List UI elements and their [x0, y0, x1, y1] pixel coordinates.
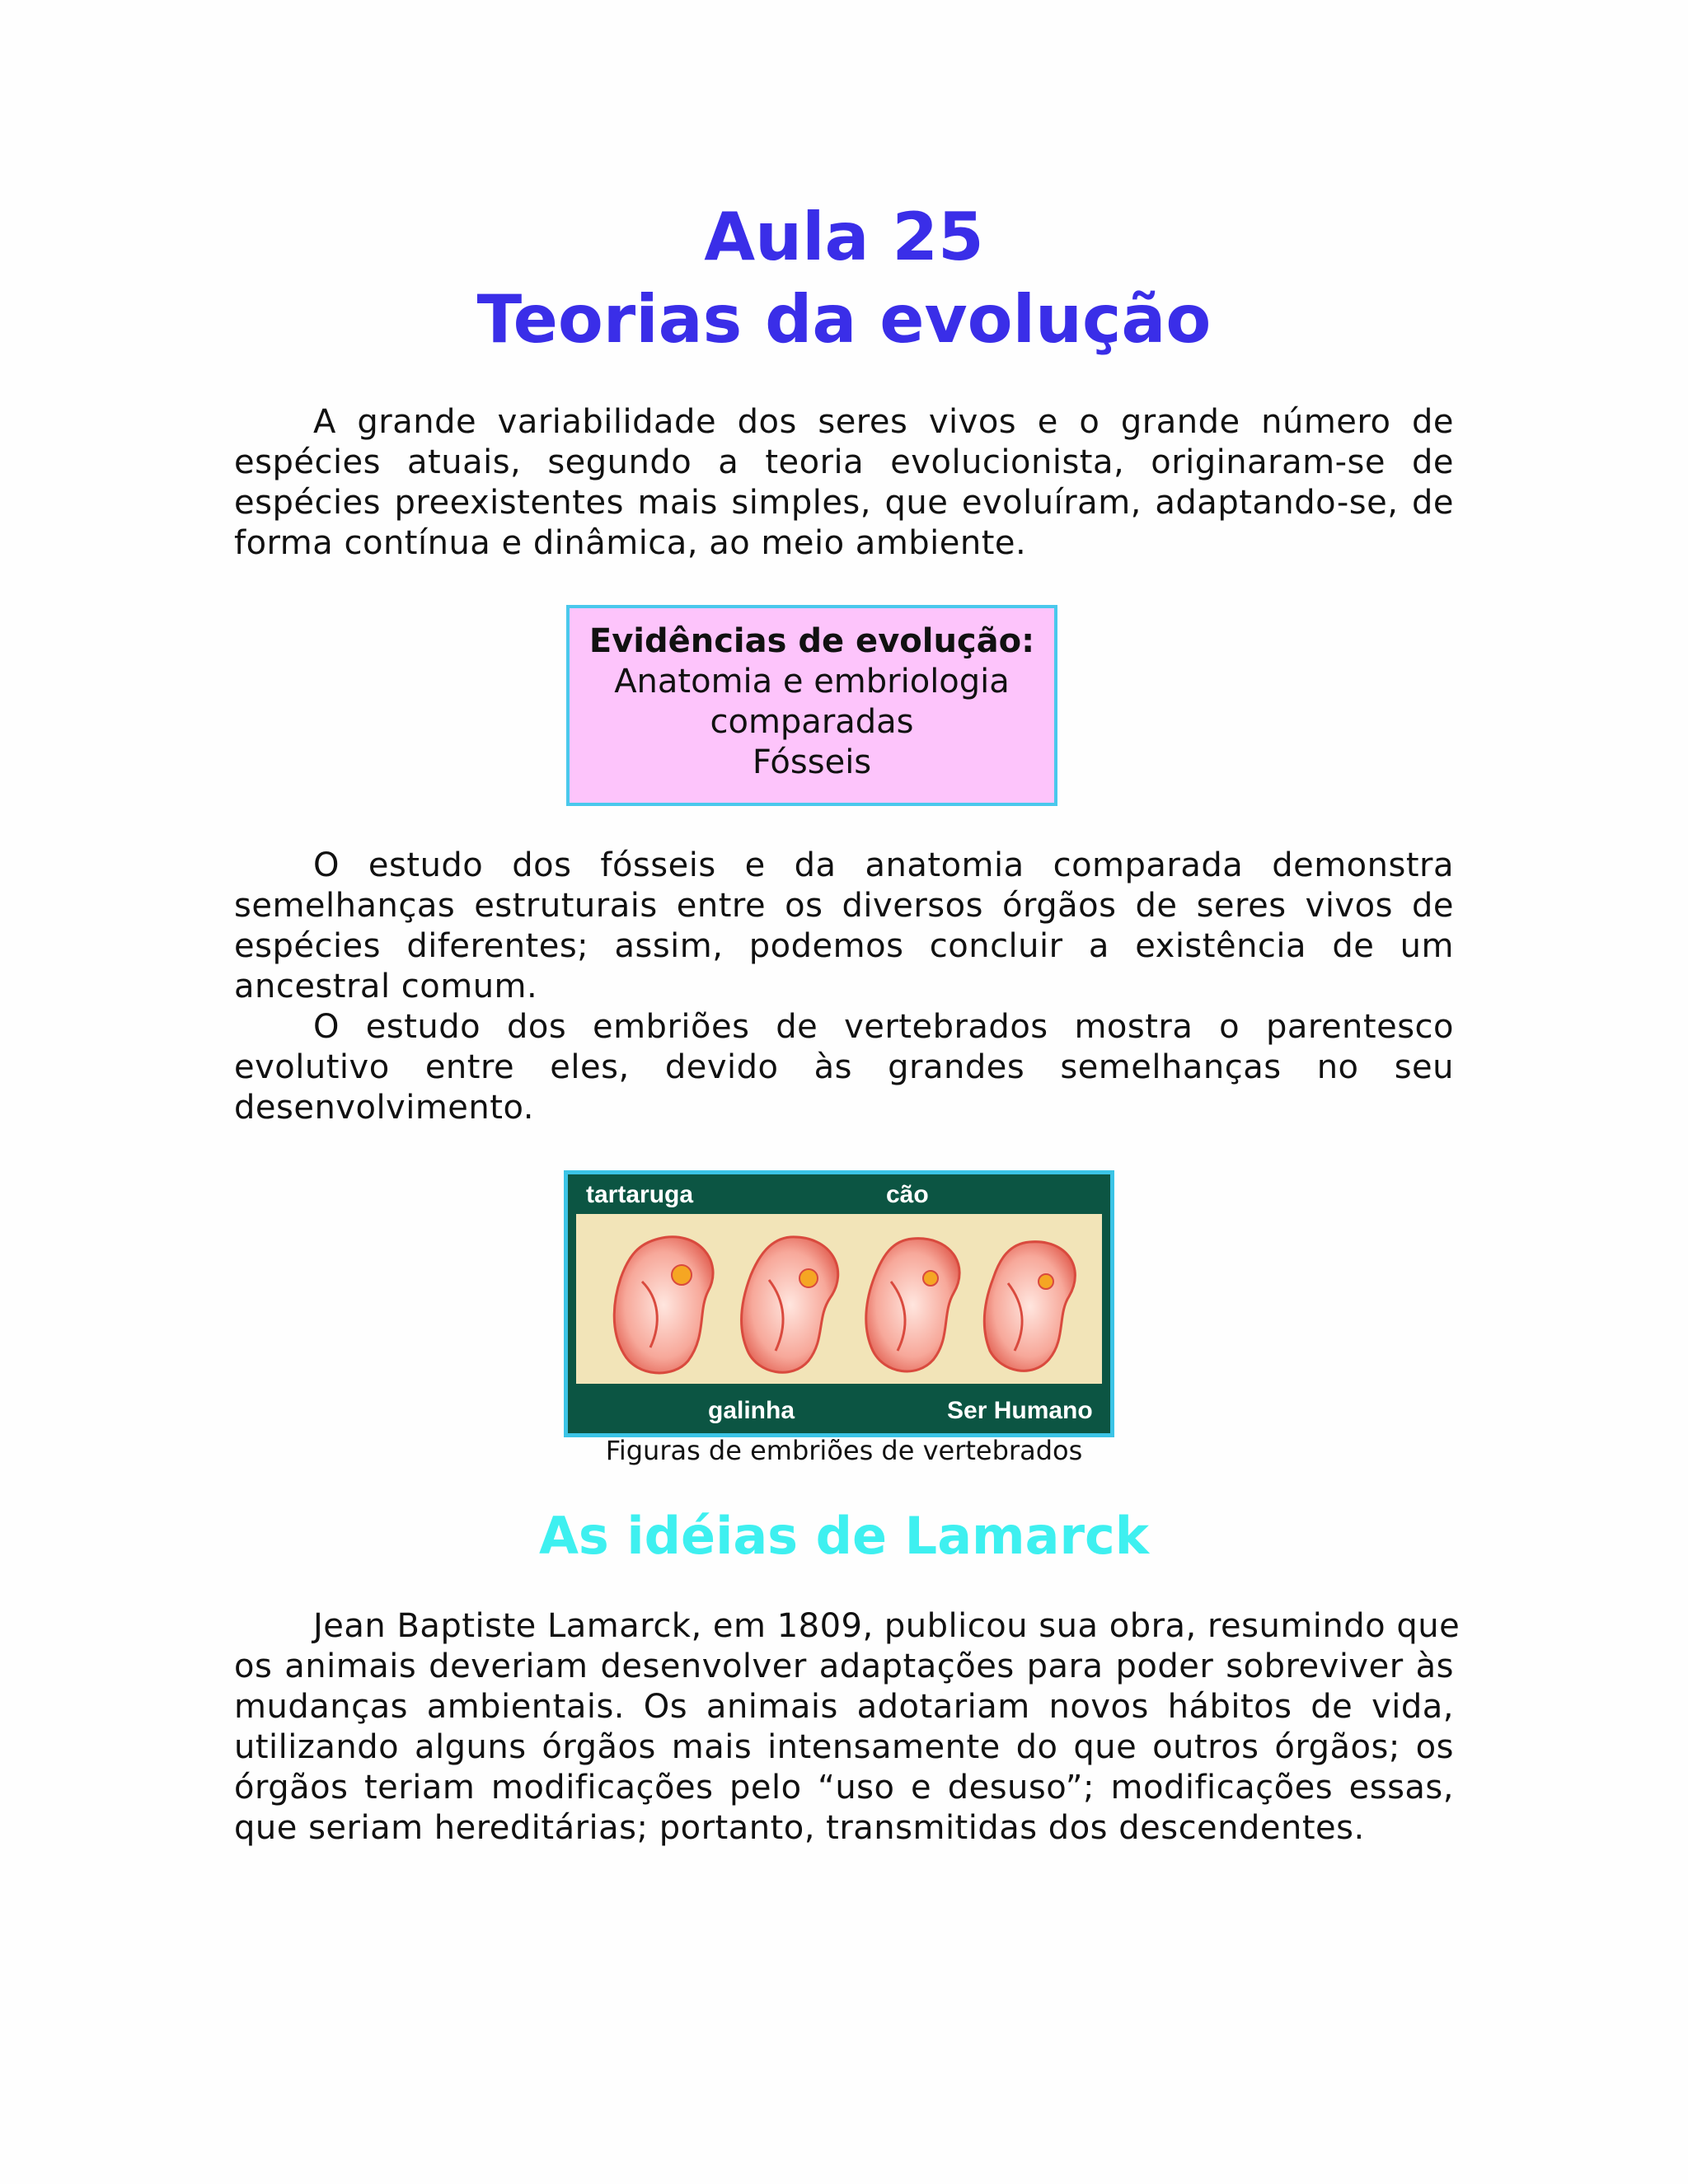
evidence-heading: Evidências de evolução:	[588, 622, 1035, 660]
lamarck-line: Jean Baptiste Lamarck, em 1809, publicou sua obra, resumindo que	[313, 1607, 1461, 1645]
intro-line: espécies preexistentes mais simples, que evoluíram, adaptando-se, de	[234, 484, 1454, 522]
label-ser-humano: Ser Humano	[947, 1397, 1093, 1424]
intro-line: forma contínua e dinâmica, ao meio ambiente.	[234, 524, 1027, 562]
embryo-cao	[866, 1239, 959, 1371]
lamarck-paragraph	[234, 1606, 1461, 1849]
evidence-box	[566, 605, 1057, 806]
lamarck-line: utilizando alguns órgãos mais intensamente do que outros órgãos; os	[234, 1728, 1454, 1766]
label-galinha: galinha	[708, 1397, 795, 1424]
body-line: espécies diferentes; assim, podemos concluir a existência de um	[234, 927, 1454, 965]
body-line: semelhanças estruturais entre os diversos órgãos de seres vivos de	[234, 887, 1454, 925]
fossil-anatomy-paragraph	[234, 846, 1454, 1007]
embryo-figure	[564, 1170, 1114, 1437]
lamarck-section-title: As idéias de Lamarck	[538, 1506, 1150, 1566]
embryo-galinha	[741, 1237, 837, 1372]
figure-caption: Figuras de embriões de vertebrados	[605, 1435, 1083, 1466]
lesson-topic-title: Teorias da evolução	[476, 281, 1212, 358]
embryo-paragraph	[234, 1007, 1454, 1128]
body-line: ancestral comum.	[234, 968, 538, 1005]
embryo-strip	[576, 1214, 1102, 1384]
lamarck-line: que seriam hereditárias; portanto, transmitidas dos descendentes.	[234, 1809, 1365, 1847]
intro-line: espécies atuais, segundo a teoria evolucionista, originaram-se de	[234, 443, 1454, 481]
body-line: O estudo dos embriões de vertebrados mostra o parentesco	[313, 1008, 1454, 1046]
evidence-item: Anatomia e embriologia	[614, 663, 1010, 701]
body-line: evolutivo entre eles, devido às grandes semelhanças no seu	[234, 1048, 1454, 1086]
lamarck-line: mudanças ambientais. Os animais adotariam novos hábitos de vida,	[234, 1688, 1454, 1726]
body-line: desenvolvimento.	[234, 1089, 534, 1127]
label-tartaruga: tartaruga	[586, 1181, 694, 1208]
embryo-humano	[984, 1242, 1075, 1371]
lamarck-line: órgãos teriam modificações pelo “uso e desuso”; modificações essas,	[234, 1769, 1454, 1807]
body-line: O estudo dos fósseis e da anatomia comparada demonstra	[313, 846, 1454, 884]
evidence-item: Fósseis	[752, 743, 872, 781]
embryo-illustrations	[576, 1214, 1102, 1384]
intro-paragraph	[234, 402, 1454, 564]
lesson-number-title: Aula 25	[704, 199, 984, 275]
lamarck-line: os animais deveriam desenvolver adaptações para poder sobreviver às	[234, 1647, 1454, 1685]
embryo-tartaruga	[614, 1237, 713, 1373]
intro-line: A grande variabilidade dos seres vivos e o grande número de	[313, 403, 1454, 441]
label-cao: cão	[886, 1181, 929, 1208]
evidence-item: comparadas	[710, 703, 914, 741]
